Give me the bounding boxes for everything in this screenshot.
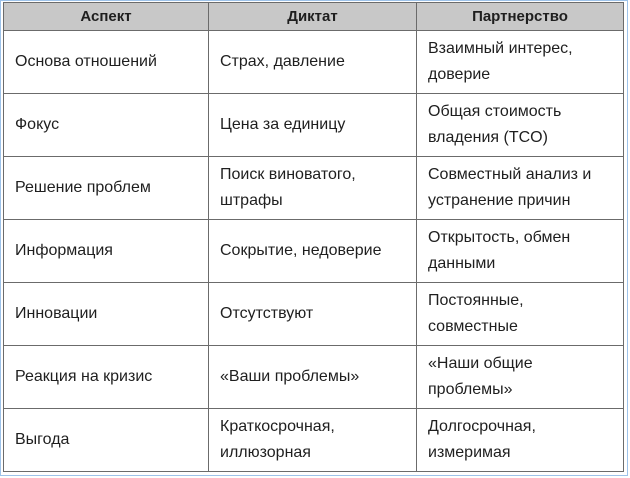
cell-aspect: Информация: [4, 220, 209, 283]
cell-dictate: Цена за единицу: [209, 94, 417, 157]
cell-partnership: «Наши общие проблемы»: [417, 346, 624, 409]
cell-dictate: Краткосрочная, иллюзорная: [209, 409, 417, 472]
table-row: [4, 283, 624, 346]
cell-aspect: Решение проблем: [4, 157, 209, 220]
header-dictate: Диктат: [209, 3, 417, 31]
cell-dictate: Страх, давление: [209, 31, 417, 94]
comparison-table: [3, 2, 624, 472]
cell-partnership: Постоянные, совместные: [417, 283, 624, 346]
cell-partnership: Открытость, обмен данными: [417, 220, 624, 283]
table-row: [4, 220, 624, 283]
cell-dictate: Поиск виноватого, штрафы: [209, 157, 417, 220]
table-row: [4, 31, 624, 94]
cell-partnership: Взаимный интерес, доверие: [417, 31, 624, 94]
cell-aspect: Фокус: [4, 94, 209, 157]
header-aspect: Аспект: [4, 3, 209, 31]
table-header-row: [4, 3, 624, 31]
table-row: [4, 409, 624, 472]
cell-aspect: Основа отношений: [4, 31, 209, 94]
cell-dictate: Сокрытие, недоверие: [209, 220, 417, 283]
table-row: [4, 94, 624, 157]
cell-partnership: Совместный анализ и устранение причин: [417, 157, 624, 220]
table-row: [4, 346, 624, 409]
cell-dictate: «Ваши проблемы»: [209, 346, 417, 409]
cell-aspect: Инновации: [4, 283, 209, 346]
header-partnership: Партнерство: [417, 3, 624, 31]
cell-partnership: Долгосрочная, измеримая: [417, 409, 624, 472]
cell-aspect: Выгода: [4, 409, 209, 472]
cell-dictate: Отсутствуют: [209, 283, 417, 346]
cell-partnership: Общая стоимость владения (TCO): [417, 94, 624, 157]
table-row: [4, 157, 624, 220]
cell-aspect: Реакция на кризис: [4, 346, 209, 409]
